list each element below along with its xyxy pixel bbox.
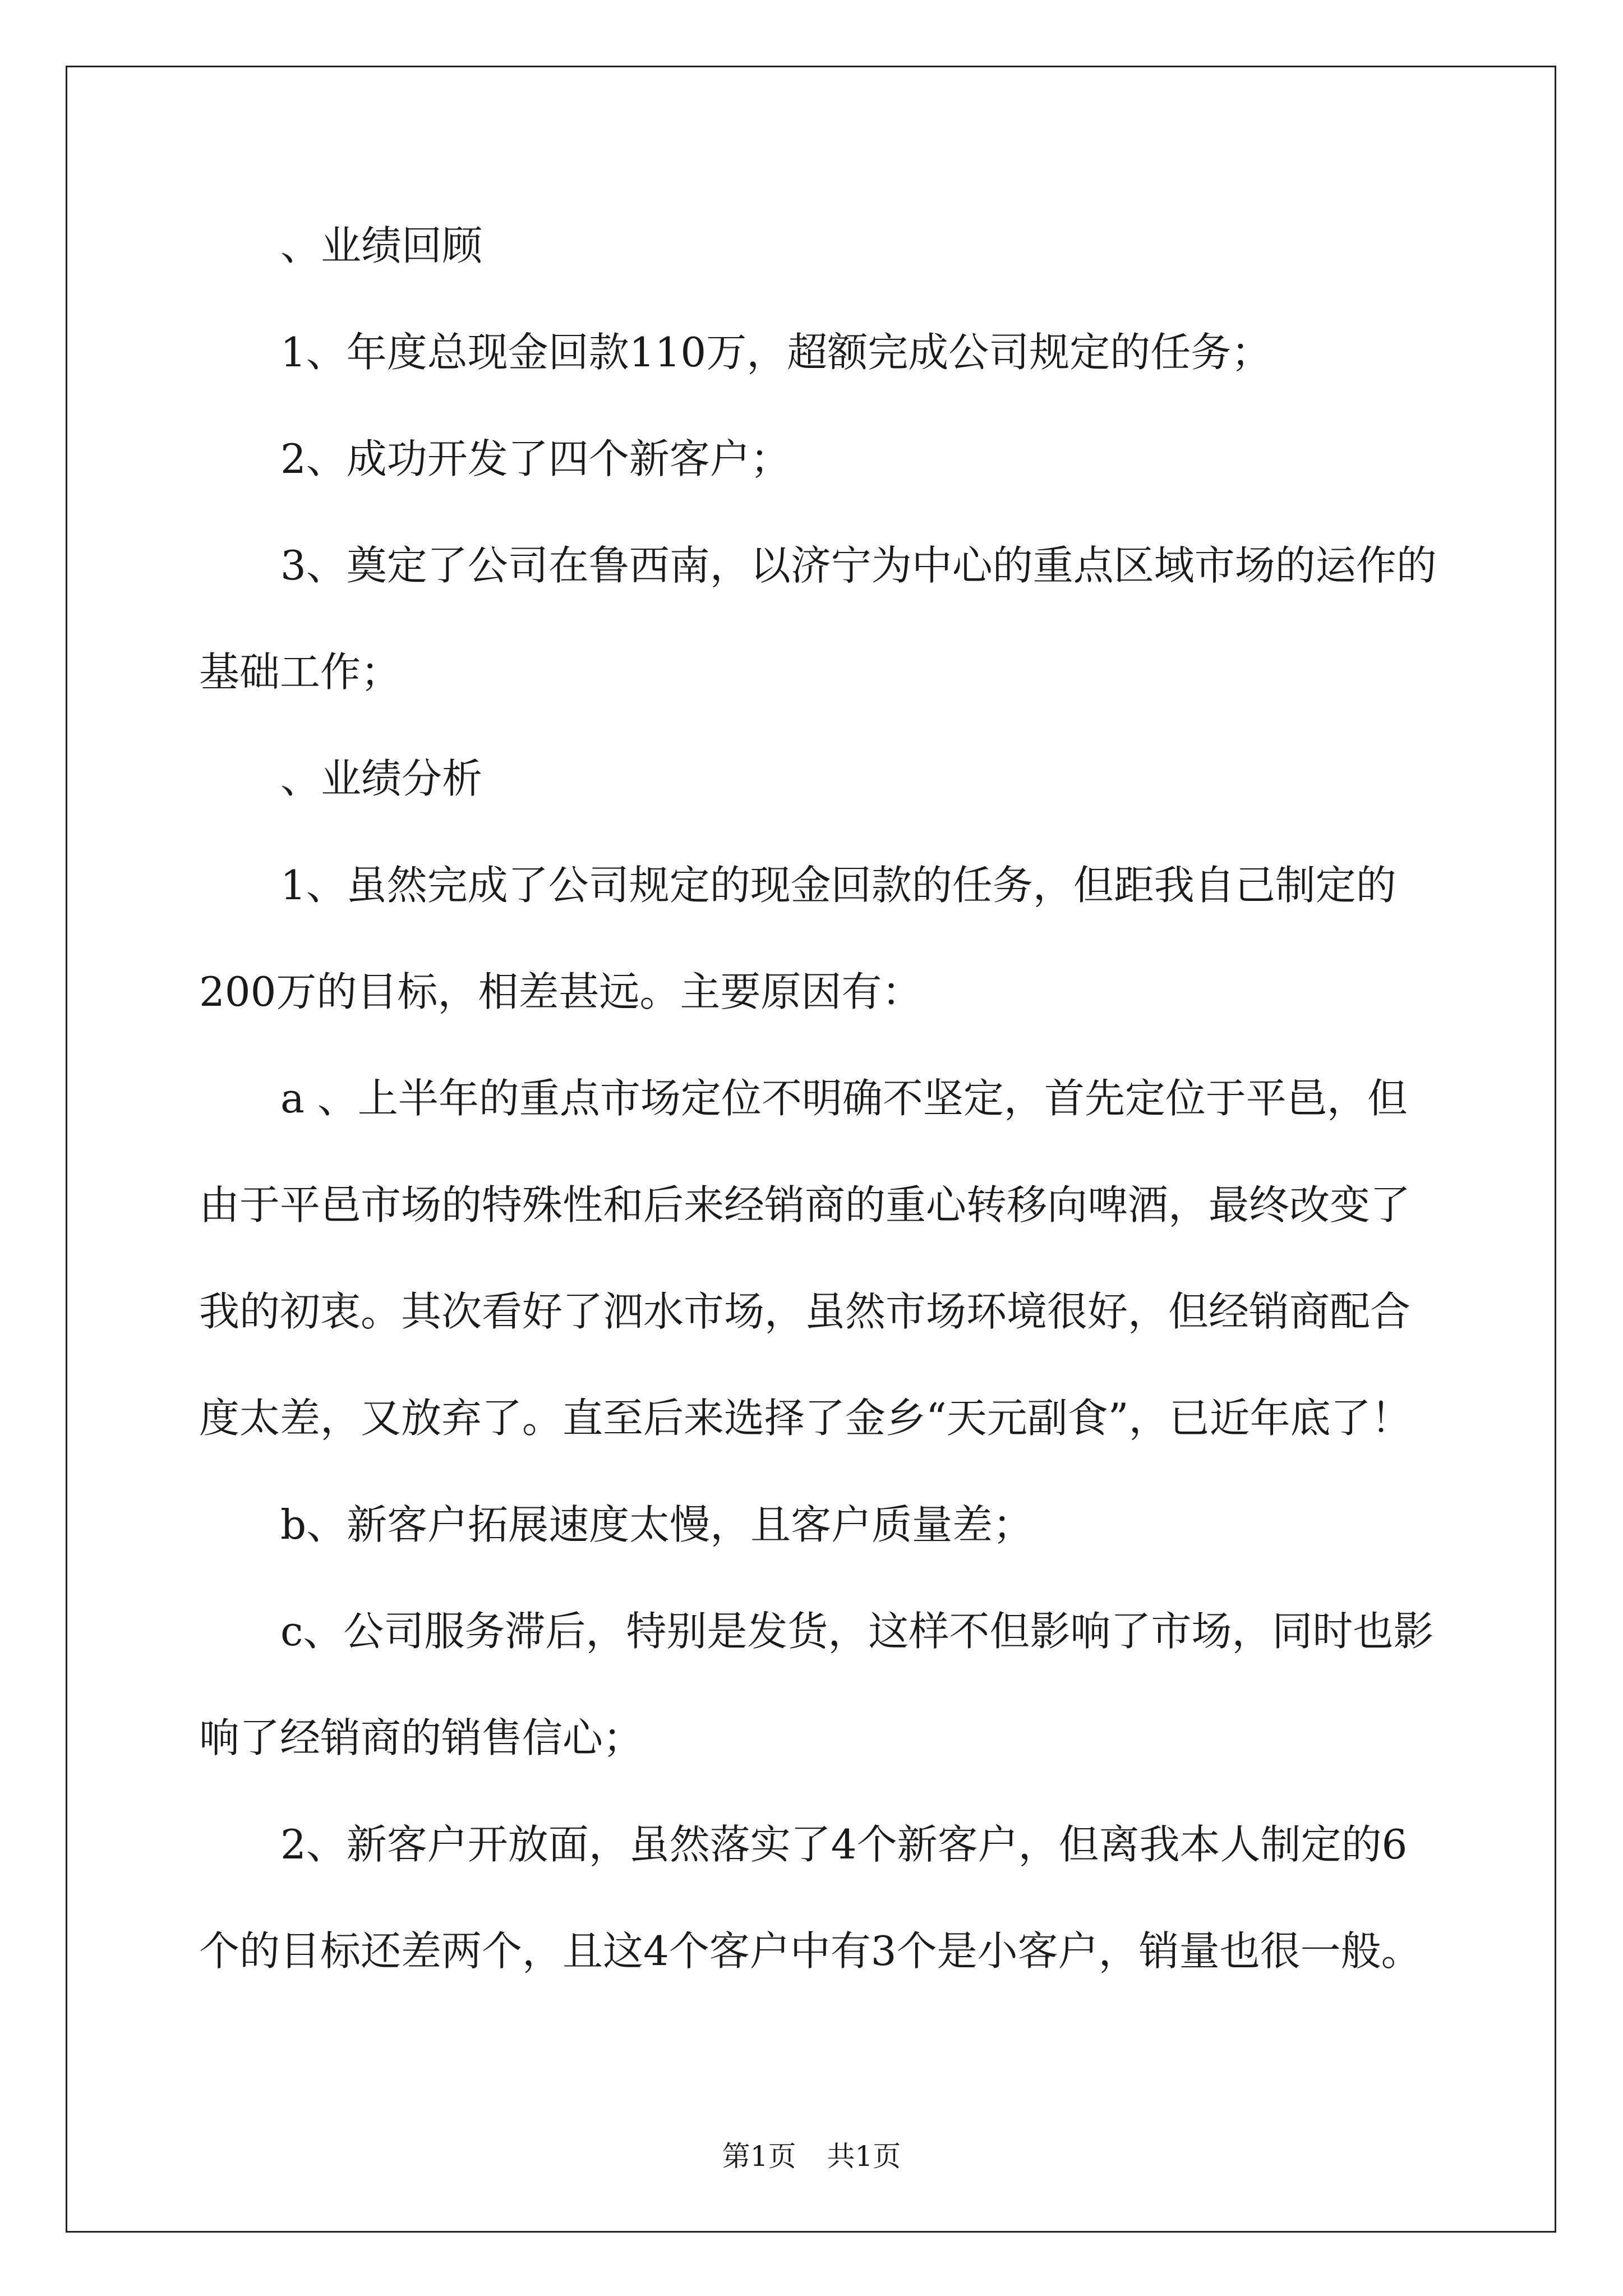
section-heading-analysis: 、业绩分析 bbox=[280, 755, 483, 802]
paragraph-line: 个的目标还差两个，且这4个客户中有3个是小客户，销量也很一般。 bbox=[199, 1927, 1422, 1975]
page-border bbox=[66, 66, 1556, 2233]
paragraph-line: 2、新客户开放面，虽然落实了4个新客户，但离我本人制定的6 bbox=[280, 1821, 1408, 1868]
paragraph-line: a 、上半年的重点市场定位不明确不坚定，首先定位于平邑，但 bbox=[280, 1075, 1408, 1122]
page-footer bbox=[0, 2139, 1623, 2173]
section-heading-review: 、业绩回顾 bbox=[280, 222, 483, 269]
paragraph-line: 200万的目标，相差甚远。主要原因有： bbox=[199, 968, 923, 1015]
paragraph-line: 我的初衷。其次看好了泗水市场，虽然市场环境很好，但经销商配合 bbox=[199, 1288, 1411, 1335]
paragraph-line: c、公司服务滞后，特别是发货，这样不但影响了市场，同时也影 bbox=[280, 1608, 1434, 1655]
paragraph-line: 度太差，又放弃了。直至后来选择了金乡“天元副食”，已近年底了！ bbox=[199, 1395, 1412, 1442]
paragraph-line: 2、成功开发了四个新客户； bbox=[280, 435, 791, 482]
paragraph-line: 由于平邑市场的特殊性和后来经销商的重心转移向啤酒，最终改变了 bbox=[199, 1181, 1411, 1228]
page-number-total: 共1页 bbox=[827, 2140, 901, 2173]
paragraph-line: b、新客户拓展速度太慢，且客户质量差； bbox=[280, 1501, 1034, 1548]
paragraph-line: 基础工作； bbox=[199, 648, 402, 696]
paragraph-line: 3、奠定了公司在鲁西南，以济宁为中心的重点区域市场的运作的 bbox=[280, 542, 1437, 589]
paragraph-line: 响了经销商的销售信心； bbox=[199, 1714, 644, 1761]
paragraph-line: 1、虽然完成了公司规定的现金回款的任务，但距我自己制定的 bbox=[280, 862, 1396, 909]
page-number-current: 第1页 bbox=[722, 2140, 796, 2173]
paragraph-line: 1、年度总现金回款110万，超额完成公司规定的任务； bbox=[280, 329, 1272, 376]
